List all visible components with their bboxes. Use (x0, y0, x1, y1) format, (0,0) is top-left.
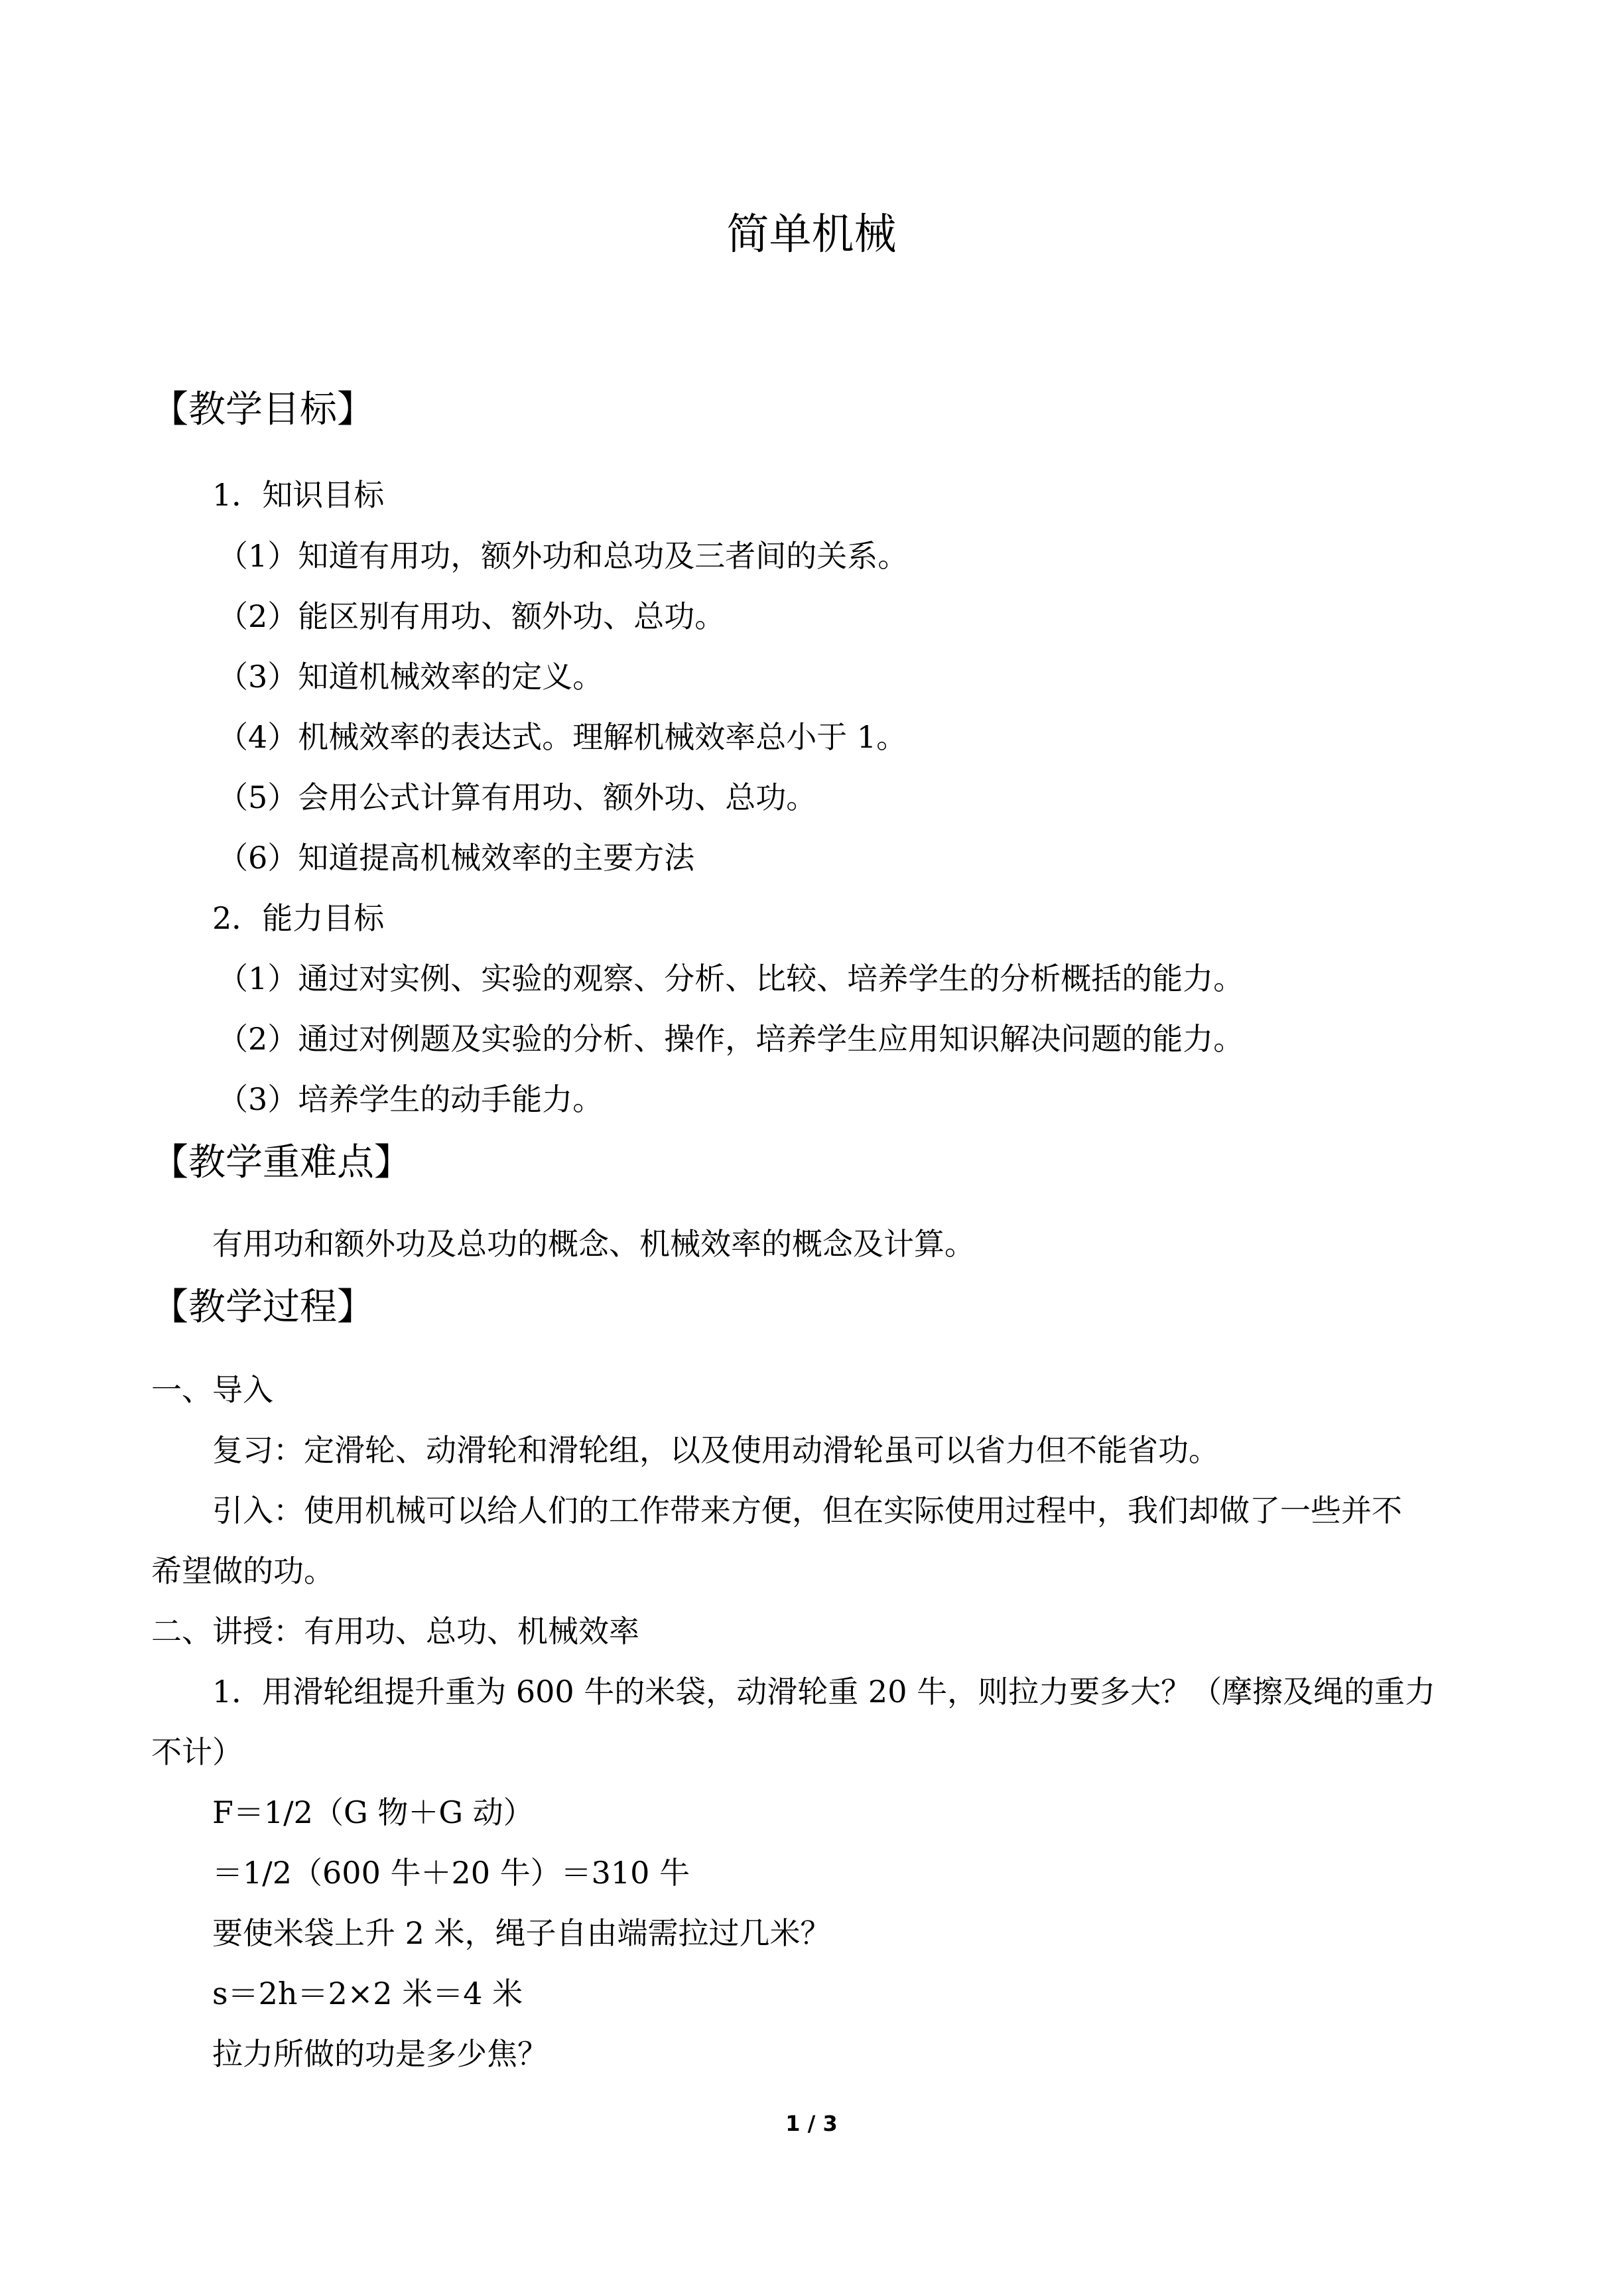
question-2: 要使米袋上升 2 米，绳子自由端需拉过几米？ (212, 1915, 831, 1951)
lecture-heading: 二、讲授：有用功、总功、机械效率 (151, 1613, 639, 1649)
question-1-line-1: 1．用滑轮组提升重为 600 牛的米袋，动滑轮重 20 牛，则拉力要多大？（摩擦及绳的重力 (212, 1674, 1436, 1710)
ability-item-3: （3）培养学生的动手能力。 (218, 1081, 604, 1117)
keypoints-heading: 【教学重难点】 (151, 1141, 411, 1184)
document-title: 简单机械 (726, 210, 897, 259)
ability-item-2: （2）通过对例题及实验的分析、操作，培养学生应用知识解决问题的能力。 (218, 1021, 1244, 1057)
page-number: 1 / 3 (785, 2111, 838, 2136)
process-heading: 【教学过程】 (151, 1286, 374, 1329)
knowledge-item-1: （1）知道有用功，额外功和总功及三者间的关系。 (218, 538, 909, 574)
knowledge-item-6: （6）知道提高机械效率的主要方法 (218, 840, 695, 876)
formula-3: s＝2h＝2×2 米＝4 米 (212, 1976, 523, 2011)
review-text: 复习：定滑轮、动滑轮和滑轮组，以及使用动滑轮虽可以省力但不能省功。 (212, 1432, 1219, 1468)
knowledge-item-5: （5）会用公式计算有用功、额外功、总功。 (218, 779, 817, 815)
lead-in-line-2: 希望做的功。 (151, 1553, 334, 1589)
knowledge-item-3: （3）知道机械效率的定义。 (218, 659, 604, 695)
question-1-line-2: 不计） (151, 1734, 243, 1770)
keypoints-text: 有用功和额外功及总功的概念、机械效率的概念及计算。 (212, 1226, 975, 1262)
objectives-heading: 【教学目标】 (151, 388, 374, 431)
intro-heading: 一、导入 (151, 1372, 273, 1408)
knowledge-item-2: （2）能区别有用功、额外功、总功。 (218, 598, 726, 634)
knowledge-item-4: （4）机械效率的表达式。理解机械效率总小于 1。 (218, 719, 907, 755)
ability-item-1: （1）通过对实例、实验的观察、分析、比较、培养学生的分析概括的能力。 (218, 961, 1244, 996)
formula-2: ＝1/2（600 牛＋20 牛）＝310 牛 (212, 1855, 690, 1891)
knowledge-heading: 1．知识目标 (212, 477, 385, 513)
formula-1: F＝1/2（G 物＋G 动） (212, 1794, 534, 1830)
ability-heading: 2．能力目标 (212, 900, 385, 936)
lead-in-line-1: 引入：使用机械可以给人们的工作带来方便，但在实际使用过程中，我们却做了一些并不 (212, 1493, 1402, 1528)
question-3: 拉力所做的功是多少焦？ (212, 2036, 548, 2072)
